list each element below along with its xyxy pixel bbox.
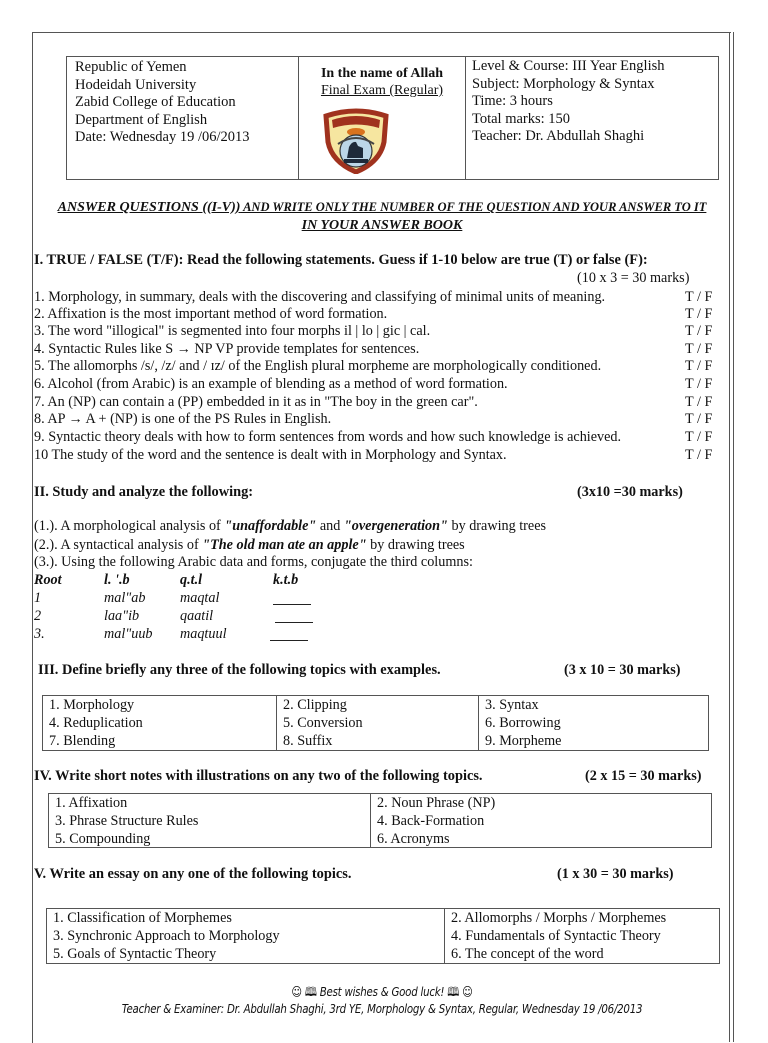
q-term: "overgeneration"	[343, 518, 448, 534]
total-marks: Total marks: 150	[472, 110, 571, 127]
topic-item: 2. Clipping	[283, 697, 347, 713]
topic-item: 2. Noun Phrase (NP)	[377, 795, 496, 811]
tf-item	[34, 289, 724, 306]
arabic-row-1-lab: mal"ab	[104, 590, 146, 606]
topics-column	[371, 794, 711, 847]
tf-item	[34, 411, 724, 428]
topic-item: 5. Goals of Syntactic Theory	[53, 946, 217, 962]
tf-item	[34, 341, 724, 358]
section-2-question-3: (3.). Using the following Arabic data and forms, conjugate the third columns:	[34, 554, 473, 570]
topic-item: 6. The concept of the word	[451, 946, 604, 962]
open-book-icon: 🕮	[447, 984, 460, 999]
tf-item	[34, 429, 724, 446]
tf-statement: 6. Alcohol (from Arabic) is an example of blending as a method of word formation.	[34, 376, 508, 392]
footer-signature: Teacher & Examiner: Dr. Abdullah Shaghi, 3rd YE, Morphology & Syntax, Regular, Wednesday 19 /06/2013	[121, 1001, 643, 1016]
topic-item: 5. Conversion	[283, 715, 363, 731]
department: Department of English	[75, 111, 208, 128]
tf-choice: T / F	[685, 394, 713, 410]
tf-statement: 5. The allomorphs /s/, /z/ and / ɪz/ of the English plural morpheme are morphologically conditioned.	[34, 358, 602, 374]
smiley-icon: ☺	[462, 984, 473, 999]
topic-item: 9. Morpheme	[485, 733, 562, 749]
topic-item: 1. Morphology	[49, 697, 135, 713]
arabic-row-1-root: 1	[34, 590, 42, 606]
topic-item: 3. Synchronic Approach to Morphology	[53, 928, 280, 944]
topics-column	[47, 909, 445, 963]
institution-info	[67, 57, 299, 179]
arabic-row-2-lab: laa"ib	[104, 608, 140, 624]
tf-choice: T / F	[685, 411, 713, 427]
topic-item: 3. Syntax	[485, 697, 539, 713]
topic-item: 6. Acronyms	[377, 831, 450, 847]
arabic-row-2-root: 2	[34, 608, 42, 624]
topic-item: 4. Reduplication	[49, 715, 143, 731]
tf-statement: 9. Syntactic theory deals with how to form sentences from words and how such knowledge is achieved.	[34, 429, 622, 445]
tf-choice: T / F	[685, 429, 713, 445]
section-5-heading: V. Write an essay on any one of the following topics.	[34, 866, 352, 882]
tf-choice: T / F	[685, 341, 713, 357]
exam-date: Date: Wednesday 19 /06/2013	[75, 129, 250, 146]
section-5-marks: (1 x 30 = 30 marks)	[557, 866, 674, 882]
q-term: "The old man ate an apple"	[202, 537, 367, 553]
q-text: (2.). A syntactical analysis of	[34, 537, 203, 553]
topics-column	[49, 794, 371, 847]
tf-statement: 3. The word "illogical" is segmented into four morphs il | lo | gic | cal.	[34, 323, 431, 339]
arabic-row-2-qtl: qaatil	[180, 608, 214, 624]
wishes-text: Best wishes & Good luck!	[316, 984, 448, 999]
exam-type: Final Exam (Regular)	[320, 83, 444, 98]
exam-header-table	[66, 56, 719, 180]
arabic-row-1-qtl: maqtal	[180, 590, 220, 606]
arabic-header-qtl: q.t.l	[180, 572, 203, 588]
answer-blank-1[interactable]	[273, 604, 311, 605]
exam-title-cell	[299, 57, 466, 179]
arabic-row-3-lab: mal"uub	[104, 626, 153, 642]
topics-column	[43, 696, 277, 750]
arabic-row-3-qtl: maqtuul	[180, 626, 227, 642]
tf-item	[34, 394, 724, 411]
section-4-heading: IV. Write short notes with illustrations on any two of the following topics.	[34, 768, 483, 784]
section-3-topics-table	[42, 695, 709, 751]
topic-item: 5. Compounding	[55, 831, 151, 847]
topics-column	[445, 909, 719, 963]
tf-choice: T / F	[685, 447, 713, 463]
tf-statement: 4. Syntactic Rules like S → NP VP provide templates for sentences.	[34, 341, 420, 357]
tf-statement: 7. An (NP) can contain a (PP) embedded in it as in "The boy in the green car".	[34, 394, 478, 410]
tf-statement: 1. Morphology, in summary, deals with the discovering and classifying of minimal units of meaning.	[34, 289, 606, 305]
answer-blank-2[interactable]	[275, 622, 313, 623]
level-course: Level & Course: III Year English	[472, 58, 665, 74]
section-5-topics-table	[46, 908, 720, 964]
section-4-marks: (2 x 15 = 30 marks)	[585, 768, 702, 784]
q-term: "unaffordable"	[224, 518, 317, 534]
subject: Subject: Morphology & Syntax	[472, 75, 655, 92]
teacher: Teacher: Dr. Abdullah Shaghi	[472, 128, 645, 145]
section-3-marks: (3 x 10 = 30 marks)	[564, 662, 681, 678]
section-1-heading: I. TRUE / FALSE (T/F): Read the following statements. Guess if 1-10 below are true (T) or false (F):	[34, 252, 648, 268]
basmala-heading: In the name of Allah	[320, 66, 444, 81]
topic-item: 1. Classification of Morphemes	[53, 910, 232, 926]
section-3-heading: III. Define briefly any three of the following topics with examples.	[38, 662, 441, 678]
topics-column	[479, 696, 708, 750]
topic-item: 3. Phrase Structure Rules	[55, 813, 199, 829]
tf-choice: T / F	[685, 306, 713, 322]
arabic-row-3-root: 3.	[34, 626, 45, 642]
open-book-icon: 🕮	[304, 984, 317, 999]
tf-item	[34, 306, 724, 323]
topic-item: 4. Fundamentals of Syntactic Theory	[451, 928, 661, 944]
instructions-write-only: AND WRITE ONLY THE NUMBER OF THE QUESTION AND YOUR ANSWER TO IT	[240, 200, 707, 214]
tf-item	[34, 358, 724, 375]
topic-item: 6. Borrowing	[485, 715, 561, 731]
topic-item: 2. Allomorphs / Morphs / Morphemes	[451, 910, 667, 926]
topic-item: 7. Blending	[49, 733, 116, 749]
country: Republic of Yemen	[75, 59, 187, 75]
tf-statement: 10 The study of the word and the sentence is dealt with in Morphology and Syntax.	[34, 447, 507, 463]
arabic-header-lab: l. '.b	[104, 572, 130, 588]
instructions-line-1	[33, 200, 731, 216]
page-border-right	[729, 32, 734, 1042]
section-1-marks: (10 x 3 = 30 marks)	[577, 270, 690, 286]
section-2-question-1	[34, 518, 724, 535]
topic-item: 4. Back-Formation	[377, 813, 485, 829]
section-4-topics-table	[48, 793, 712, 848]
tf-item	[34, 376, 724, 393]
tf-statement: 2. Affixation is the most important method of word formation.	[34, 306, 388, 322]
topic-item: 1. Affixation	[55, 795, 128, 811]
section-2-marks: (3x10 =30 marks)	[577, 484, 683, 500]
answer-blank-3[interactable]	[270, 640, 308, 641]
instructions-line-2: IN YOUR ANSWER BOOK	[301, 218, 463, 233]
q-text: and	[316, 518, 344, 534]
topics-column	[277, 696, 479, 750]
arabic-header-ktb: k.t.b	[273, 572, 299, 588]
q-text: by drawing trees	[366, 537, 465, 553]
tf-item	[34, 447, 724, 464]
tf-choice: T / F	[685, 323, 713, 339]
instructions-answer-questions: ANSWER QUESTIONS ((I-V))	[57, 200, 241, 215]
section-2-heading: II. Study and analyze the following:	[34, 484, 254, 500]
topic-item: 8. Suffix	[283, 733, 333, 749]
tf-item	[34, 323, 724, 340]
college: Zabid College of Education	[75, 94, 236, 111]
tf-choice: T / F	[685, 376, 713, 392]
tf-choice: T / F	[685, 358, 713, 374]
tf-statement: 8. AP → A + (NP) is one of the PS Rules in English.	[34, 411, 332, 427]
time: Time: 3 hours	[472, 93, 553, 110]
tf-choice: T / F	[685, 289, 713, 305]
university-crest-icon	[322, 108, 390, 174]
section-2-question-2	[34, 537, 724, 554]
q-text: by drawing trees	[447, 518, 547, 534]
course-info	[466, 57, 718, 179]
university: Hodeidah University	[75, 76, 197, 93]
arabic-header-root: Root	[34, 572, 62, 588]
q-text: (1.). A morphological analysis of	[34, 518, 225, 534]
smiley-icon: ☺	[291, 984, 302, 999]
